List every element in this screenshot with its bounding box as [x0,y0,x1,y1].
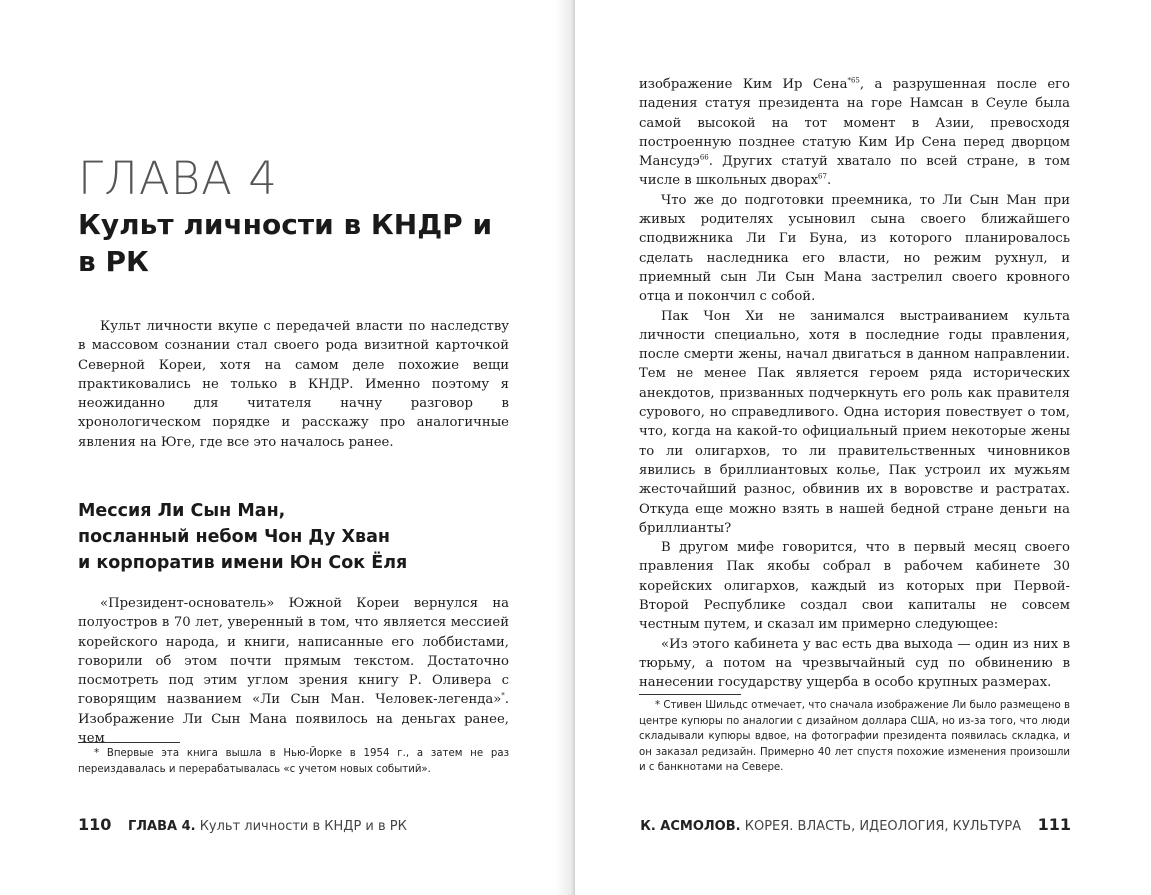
paragraph-text: . Других статуй хватало по всей стране, в том числе в школьных дворах [639,154,1070,189]
body-paragraph [639,75,1070,191]
paragraph-text: , а разрушенная после его падения статуя президента на горе Намсан в Сеуле была самой высокой на тот момент в Азии, превосходя построенную позднее статую Ким Ир Сена перед дворцом Мансудэ [639,77,1070,170]
intro-paragraph: Культ личности вкупе с передачей власти по наследству в массовом сознании стал своего рода визитной карточкой Северной Кореи, хотя на самом деле похожие вещи практиковались не только в КНДР. Именно поэтому я неожиданно для читателя начну разговор в хронологическом порядке и расскажу про аналогичные явления на Юге, где все это началось ранее. [78,319,509,450]
footnote-rule [639,694,741,695]
body-paragraph [78,594,509,748]
body-paragraph: «Из этого кабинета у вас есть два выхода — один из них в тюрьму, а потом на чрезвычайный суд по обвинению в нанесении государству ущерба в особо крупных размерах. [639,636,1070,691]
running-author: К. АСМОЛОВ. [640,819,741,834]
page-number: 110 [78,815,112,834]
body-paragraph: В другом мифе говорится, что в первый месяц своего правления Пак якобы собрал в рабочем кабинете 30 корейских олигархов, каждый из которых при Первой-Второй Республике создал свои капиталы не совсем честным путем, и сказал им примерно следующее: [639,540,1070,633]
section-title-line: и корпоратив имени Юн Сок Ёля [78,553,408,573]
running-title: КОРЕЯ. ВЛАСТЬ, ИДЕОЛОГИЯ, КУЛЬТУРА [744,819,1022,834]
paragraph-text: «Президент-основатель» Южной Кореи вернулся на полуостров в 70 лет, уверенный в том, что является мессией корейского народа, и книги, написанные его лоббистами, говорили об этом почти прямым текстом. Достаточно посмотреть под этим углом зрения книгу Р. Оливера с говорящим названием «Ли Сын Ман. Человек-легенда» [78,596,509,708]
section-title-line: Мессия Ли Сын Ман, [78,501,286,521]
paragraph-text: . [826,173,832,189]
section-title [78,498,518,576]
endnote-marker: 66 [699,153,709,162]
footnote: * Впервые эта книга вышла в Нью-Йорке в 1954 г., а затем не раз переиздавалась и перерабатывалась «с учетом новых событий». [78,748,509,775]
left-running-footer [78,815,407,834]
running-title: Культ личности в КНДР и в РК [199,819,407,834]
body-paragraph: Пак Чон Хи не занимался выстраиванием культа личности специально, хотя в последние годы правления, после смерти жены, начал двигаться в данном направлении. Тем не менее Пак является героем ряда исторических анекдотов, призванных подчеркнуть его роль как правителя сурового, но справедливого. Одна история повествует о том, что, когда на какой-то официальный прием некоторые жены то ли олигархов, то ли правительственных чиновников явились в бриллиантовых колье, Пак устроил их мужьям жесточайший разнос, обвинив их в воровстве и растратах. Откуда еще можно взять в нашей бедной стране деньги на бриллианты? [639,308,1070,536]
running-chapter: ГЛАВА 4. [127,819,196,834]
paragraph-text: . Изображение Ли Сын Мана появилось на деньгах ранее, чем [78,692,509,747]
right-body [639,75,1070,693]
footnote: * Стивен Шильдс отмечает, что сначала изображение Ли было размещено в центре купюры по аналогии с дизайном доллара США, но из-за того, что люди складывали купюры вдвое, на фотографии президента появилась складка, и он заказал редизайн. Примерно 40 лет спустя похожие изменения произошли и с банкнотами на Севере. [639,700,1070,773]
footnote-marker: *65 [847,76,860,85]
right-running-footer [640,815,1071,834]
body-paragraph: Что же до подготовки преемника, то Ли Сын Ман при живых родителях усыновил сына своего ближайшего сподвижника Ли Ги Буна, из которого планировалось сделать наследника его власти, но режим рухнул, и приемный сын Ли Сын Мана застрелил своего кровного отца и покончил с собой. [639,192,1070,305]
section-body [78,594,509,748]
chapter-number: ГЛАВА 4 [78,152,278,205]
footnote-marker: * [501,692,505,701]
endnote-marker: 67 [818,173,827,182]
footnote-rule [78,742,180,743]
chapter-intro [78,317,509,452]
chapter-title: Культ личности в КНДР и в РК [78,208,493,278]
page-number: 111 [1037,815,1071,834]
section-title-line: посланный небом Чон Ду Хван [78,527,390,547]
left-page [0,0,572,895]
paragraph-text: изображение Ким Ир Сена [639,77,848,92]
